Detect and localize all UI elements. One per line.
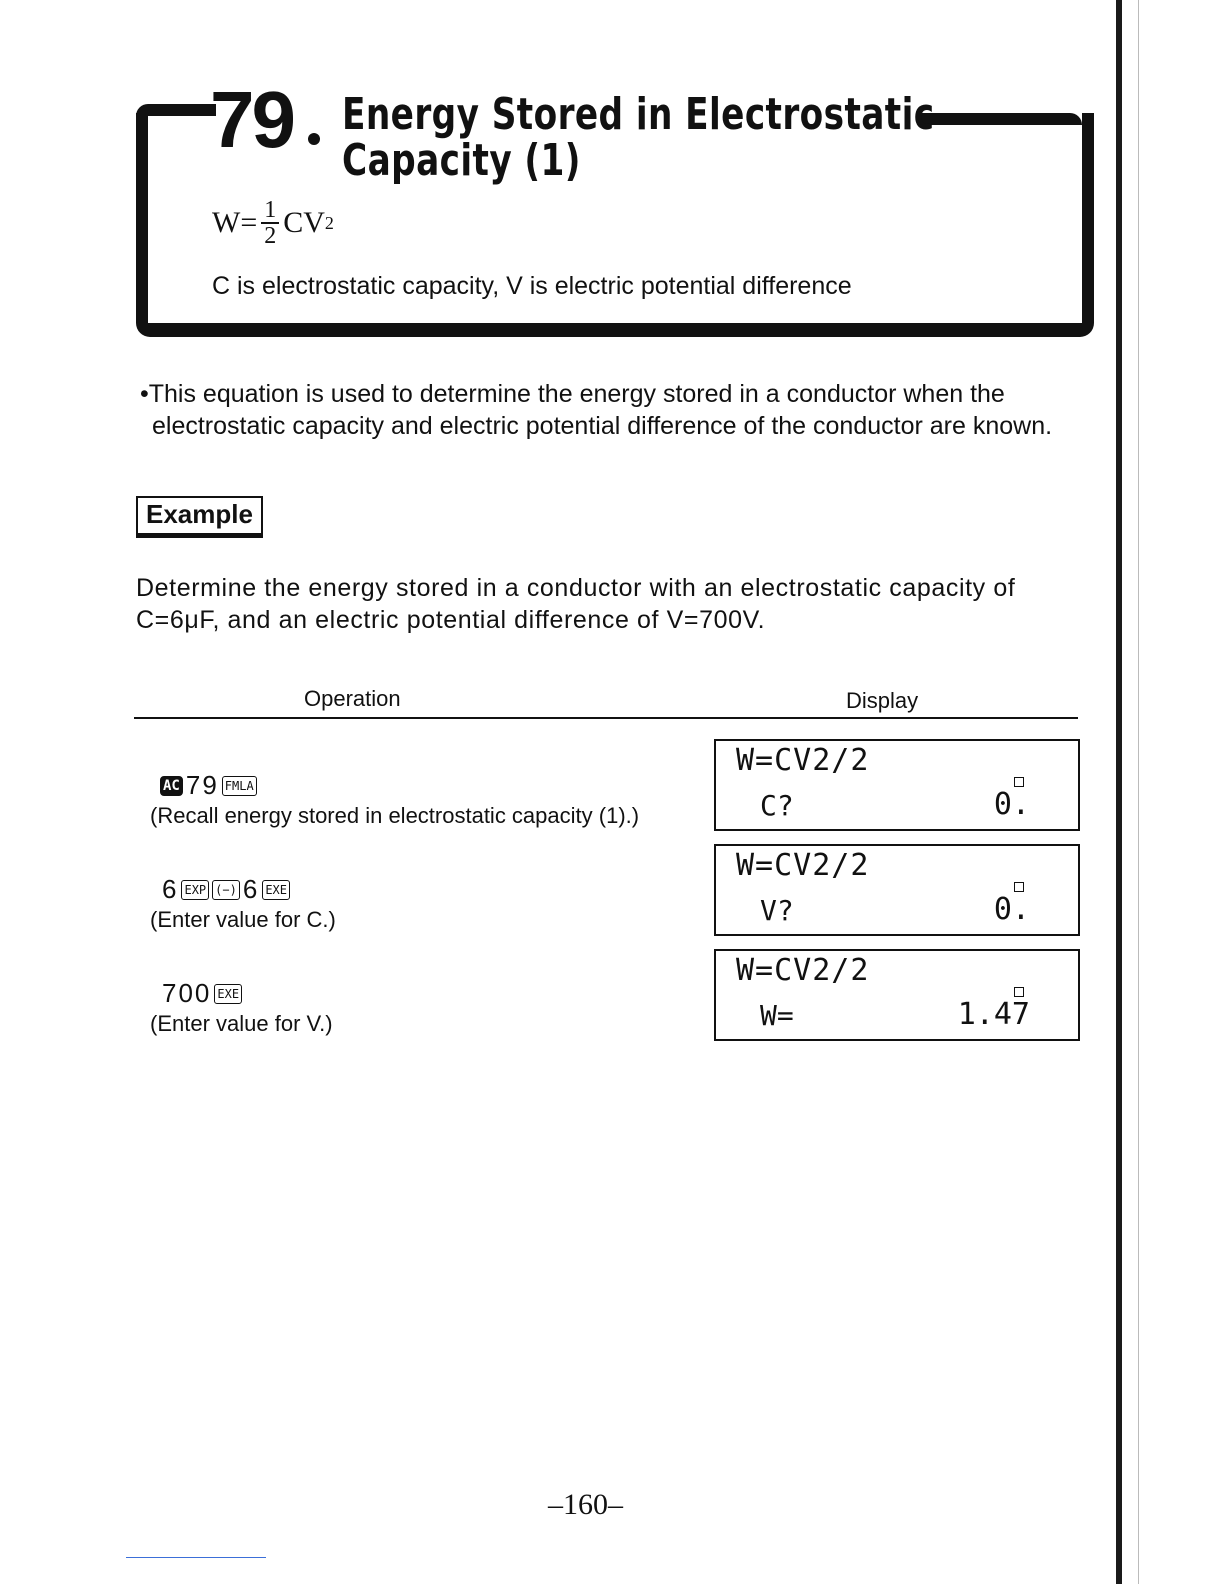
negative-key: (−)	[212, 880, 240, 900]
footer-rule	[126, 1557, 266, 1558]
fmla-key: FMLA	[222, 776, 257, 796]
operation-step-1	[150, 770, 639, 829]
key-digit: 6	[162, 874, 179, 904]
display-prompt: C?	[760, 789, 794, 822]
formula-lhs: W=	[212, 206, 258, 239]
key-sequence-2	[150, 874, 336, 905]
key-digits: 700	[162, 978, 212, 1008]
calculator-display-1	[714, 739, 1080, 831]
operation-step-3	[150, 978, 333, 1037]
section-number: 79	[210, 75, 293, 164]
formula-fraction	[261, 198, 279, 248]
display-indicator-icon	[1014, 882, 1024, 892]
calculator-display-2	[714, 844, 1080, 936]
example-label: Example	[136, 496, 263, 538]
usage-note-line1: •This equation is used to determine the energy stored in a conductor when the	[140, 380, 1005, 408]
display-value: 1.47	[957, 997, 1030, 1032]
key-digit: 6	[242, 874, 260, 904]
display-formula: W=CV2/2	[736, 848, 870, 883]
exp-key: EXP	[181, 880, 209, 900]
formula-rhs: CV	[283, 206, 325, 239]
operation-note-1: (Recall energy stored in electrostatic capacity (1).)	[150, 803, 640, 828]
ac-key: AC	[160, 776, 183, 796]
section-title-line2: Capacity (1)	[342, 135, 581, 186]
example-problem	[136, 572, 1081, 636]
display-value: 0.	[993, 787, 1030, 822]
section-number-dot	[308, 133, 320, 145]
example-problem-line2: C=6μF, and an electric potential difference of V=700V.	[136, 606, 766, 634]
formula-exponent: 2	[324, 212, 334, 233]
calculator-display-3	[714, 949, 1080, 1041]
display-prompt: V?	[760, 894, 794, 927]
usage-note	[140, 378, 1085, 442]
display-formula: W=CV2/2	[736, 743, 870, 778]
display-value: 0.	[993, 892, 1030, 927]
table-header-rule	[134, 717, 1078, 719]
display-indicator-icon	[1014, 777, 1024, 787]
example-problem-line1: Determine the energy stored in a conductor with an electrostatic capacity of	[136, 574, 1016, 602]
binding-edge-thin	[1138, 0, 1139, 1584]
section-title	[342, 89, 935, 186]
exe-key: EXE	[262, 880, 290, 900]
key-digits: 79	[185, 770, 219, 800]
operation-step-2	[150, 874, 336, 933]
display-column-header: Display	[846, 688, 919, 713]
key-sequence-1	[150, 770, 639, 801]
usage-note-line2: electrostatic capacity and electric potential difference of the conductor are known.	[152, 412, 1053, 440]
formula-description: C is electrostatic capacity, V is electric potential difference	[212, 272, 852, 300]
binding-edge	[1116, 0, 1122, 1584]
formula-denominator: 2	[264, 223, 277, 249]
exe-key: EXE	[214, 984, 242, 1004]
display-formula: W=CV2/2	[736, 953, 870, 988]
display-prompt: W=	[760, 999, 794, 1032]
section-title-line1: Energy Stored in Electrostatic	[342, 89, 935, 140]
formula-numerator: 1	[261, 198, 279, 224]
energy-formula	[212, 198, 334, 248]
page-number: –160–	[548, 1488, 623, 1521]
key-sequence-3	[150, 978, 333, 1009]
operation-column-header: Operation	[304, 686, 401, 711]
operation-note-3: (Enter value for V.)	[150, 1011, 333, 1036]
display-indicator-icon	[1014, 987, 1024, 997]
operation-note-2: (Enter value for C.)	[150, 907, 336, 932]
